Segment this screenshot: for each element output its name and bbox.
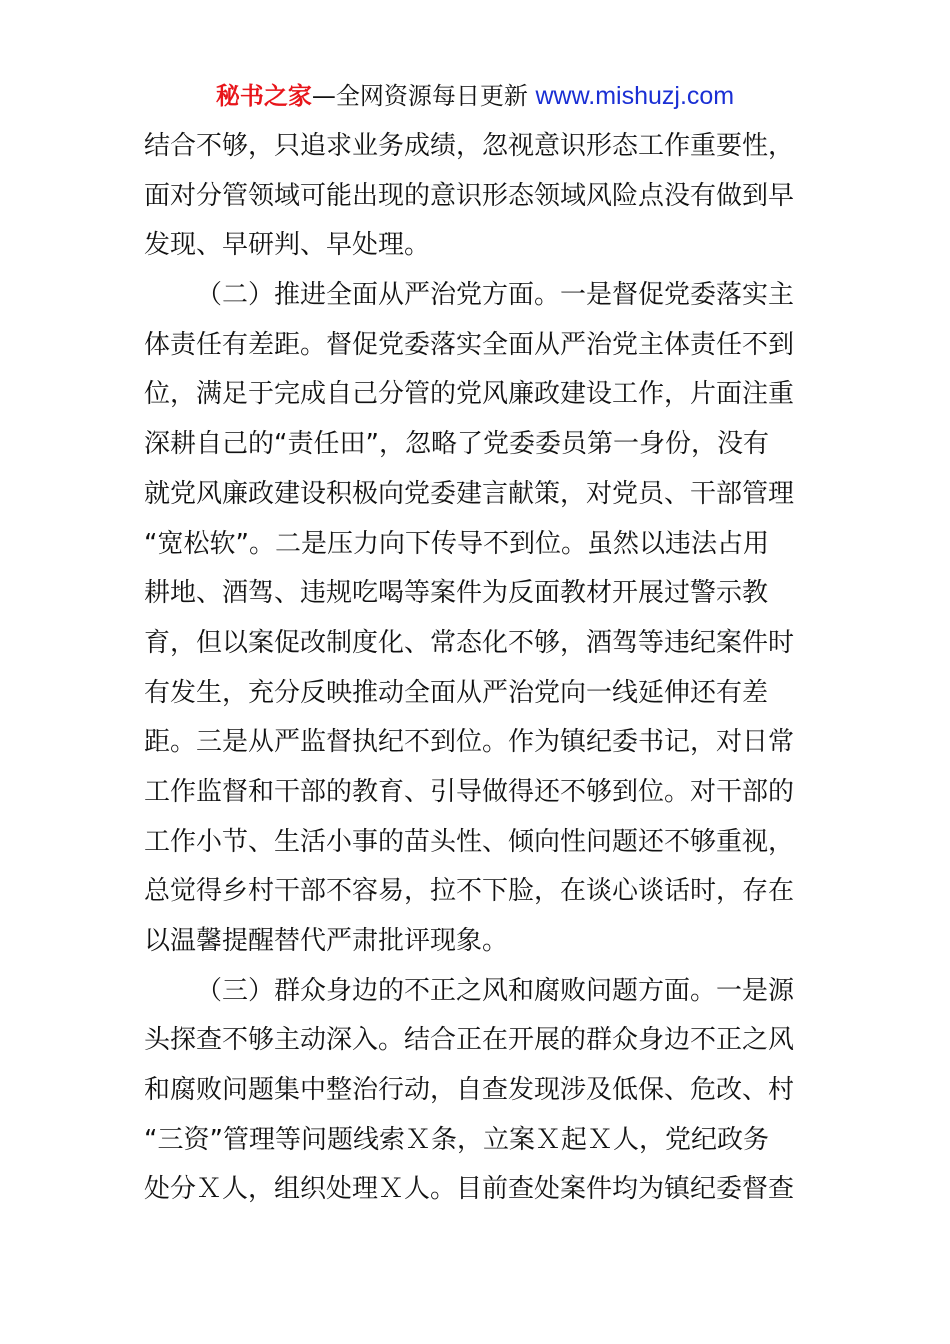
text-line: 和腐败问题集中整治行动，自查发现涉及低保、危改、村 <box>144 1075 795 1106</box>
text-line: 结合不够，只追求业务成绩，忽视意识形态工作重要性， <box>144 131 795 161</box>
document-body <box>144 122 812 1215</box>
text-line: 育，但以案促改制度化、常态化不够，酒驾等违纪案件时 <box>144 627 795 658</box>
text-line: “宽松软”。二是压力向下传导不到位。虽然以违法占用 <box>144 528 769 559</box>
section-heading-line: （二）推进全面从严治党方面。一是督促党委落实主 <box>196 280 795 311</box>
section-heading-line: （三）群众身边的不正之风和腐败问题方面。一是源 <box>196 975 795 1006</box>
text-line: 耕地、酒驾、违规吃喝等案件为反面教材开展过警示教 <box>144 578 769 609</box>
document-header <box>0 80 950 112</box>
text-line: 位，满足于完成自己分管的党风廉政建设工作，片面注重 <box>144 379 795 410</box>
text-line: 头探查不够主动深入。结合正在开展的群众身边不正之风 <box>144 1025 795 1056</box>
text-line: 发现、早研判、早处理。 <box>144 230 431 261</box>
text-line: 工作监督和干部的教育、引导做得还不够到位。对干部的 <box>144 776 795 807</box>
header-tagline: —全网资源每日更新 <box>311 82 528 110</box>
brand-name: 秘书之家 <box>215 82 312 110</box>
text-line: 总觉得乡村干部不容易，拉不下脸，在谈心谈话时，存在 <box>144 876 795 907</box>
text-line: 就党风廉政建设积极向党委建言献策，对党员、干部管理 <box>144 478 795 509</box>
header-url-link[interactable]: www.mishuzj.com <box>535 82 735 110</box>
text-line: 工作小节、生活小事的苗头性、倾向性问题还不够重视， <box>144 826 795 857</box>
text-line: 距。三是从严监督执纪不到位。作为镇纪委书记，对日常 <box>144 727 795 758</box>
text-line: 处分Ｘ人，组织处理Ｘ人。目前查处案件均为镇纪委督查 <box>144 1174 795 1205</box>
text-line: 面对分管领域可能出现的意识形态领域风险点没有做到早 <box>144 180 795 211</box>
text-line: “三资”管理等问题线索Ｘ条，立案Ｘ起Ｘ人，党纪政务 <box>144 1124 769 1155</box>
text-line: 以温馨提醒替代严肃批评现象。 <box>144 926 509 956</box>
text-line: 有发生，充分反映推动全面从严治党向一线延伸还有差 <box>144 677 769 708</box>
text-line: 深耕自己的“责任田”，忽略了党委委员第一身份，没有 <box>144 429 769 460</box>
text-line: 体责任有差距。督促党委落实全面从严治党主体责任不到 <box>144 329 795 360</box>
